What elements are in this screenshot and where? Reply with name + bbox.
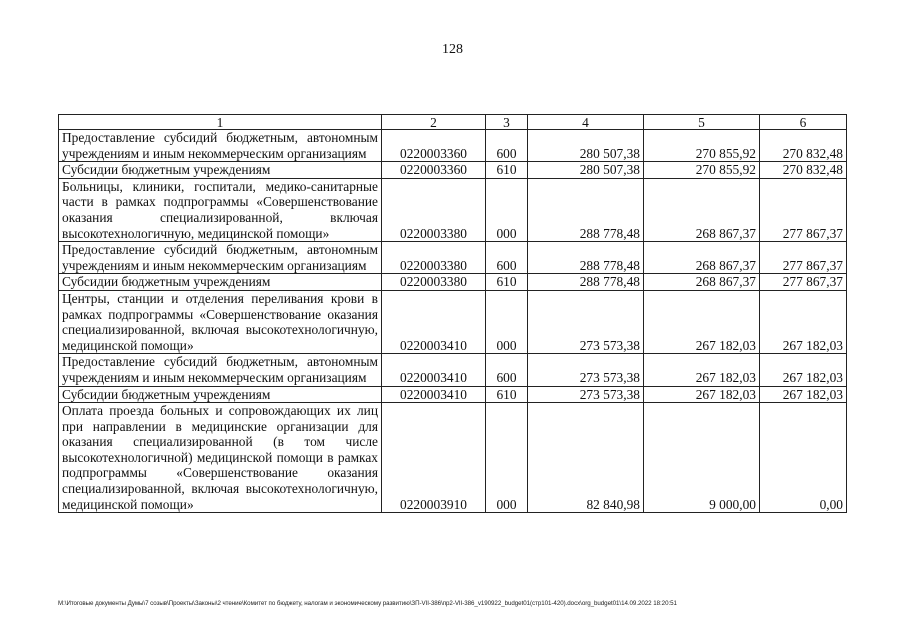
document-footer-path: M:\Итоговые документы Думы\7 созыв\Проекты\Законы\2 чтение\Комитет по бюджету, налогам и экономическому развитию\ЗП-VII-386\пр2-VII-386_v190922_budget01(стр101-420).docx\org_budget01\14.09.2022 18:20:51 [58,600,677,607]
row-target-code: 0220003380 [382,178,486,241]
row-target-code: 0220003410 [382,386,486,403]
column-header: 3 [486,115,528,130]
row-expense-type: 000 [486,290,528,353]
column-header: 6 [760,115,847,130]
row-amount-col4: 288 778,48 [528,274,644,291]
page-number: 128 [442,42,463,57]
row-target-code: 0220003910 [382,403,486,513]
row-target-code: 0220003360 [382,130,486,162]
row-target-code: 0220003380 [382,242,486,274]
row-amount-col6: 267 182,03 [760,386,847,403]
row-amount-col5: 9 000,00 [644,403,760,513]
table-row [59,290,847,353]
table-row [59,162,847,179]
row-name: Субсидии бюджетным учреждениям [59,386,382,403]
table-row [59,354,847,386]
table-row [59,178,847,241]
row-expense-type: 610 [486,274,528,291]
row-amount-col6: 267 182,03 [760,354,847,386]
row-expense-type: 600 [486,354,528,386]
row-target-code: 0220003380 [382,274,486,291]
row-name: Предоставление субсидий бюджетным, автономным учреждениям и иным некоммерческим организациям [59,354,382,386]
row-amount-col5: 270 855,92 [644,162,760,179]
row-name: Больницы, клиники, госпитали, медико-санитарные части в рамках подпрограммы «Совершенствование оказания специализированной, включая высокотехнологичную, медицинской помощи» [59,178,382,241]
row-expense-type: 000 [486,403,528,513]
row-amount-col5: 267 182,03 [644,290,760,353]
row-amount-col4: 280 507,38 [528,162,644,179]
table-row [59,403,847,513]
row-amount-col4: 273 573,38 [528,290,644,353]
row-target-code: 0220003410 [382,354,486,386]
row-expense-type: 600 [486,242,528,274]
row-expense-type: 000 [486,178,528,241]
row-expense-type: 610 [486,162,528,179]
row-amount-col4: 82 840,98 [528,403,644,513]
table-row [59,130,847,162]
row-name: Предоставление субсидий бюджетным, автономным учреждениям и иным некоммерческим организациям [59,242,382,274]
table-row [59,242,847,274]
row-expense-type: 610 [486,386,528,403]
row-name: Оплата проезда больных и сопровождающих их лиц при направлении в медицинские организации для оказания специализированной (в том числе высокотехнологичной) медицинской помощи в рамках подпрограммы «Совершенствование оказания специализированной, включая высокотехнологичную, медицинской помощи» [59,403,382,513]
row-amount-col6: 270 832,48 [760,162,847,179]
row-amount-col4: 273 573,38 [528,386,644,403]
column-header: 4 [528,115,644,130]
row-amount-col4: 280 507,38 [528,130,644,162]
row-target-code: 0220003360 [382,162,486,179]
column-header: 5 [644,115,760,130]
row-amount-col4: 288 778,48 [528,178,644,241]
column-header: 2 [382,115,486,130]
table-row [59,386,847,403]
budget-table [58,114,847,513]
row-amount-col4: 288 778,48 [528,242,644,274]
row-name: Предоставление субсидий бюджетным, автономным учреждениям и иным некоммерческим организациям [59,130,382,162]
row-amount-col5: 267 182,03 [644,386,760,403]
row-amount-col6: 277 867,37 [760,178,847,241]
row-amount-col6: 277 867,37 [760,274,847,291]
row-target-code: 0220003410 [382,290,486,353]
row-amount-col5: 268 867,37 [644,274,760,291]
table-header-row [59,115,847,130]
row-name: Субсидии бюджетным учреждениям [59,274,382,291]
row-amount-col6: 0,00 [760,403,847,513]
row-amount-col5: 267 182,03 [644,354,760,386]
column-header: 1 [59,115,382,130]
row-amount-col5: 270 855,92 [644,130,760,162]
table-row [59,274,847,291]
row-amount-col6: 267 182,03 [760,290,847,353]
row-name: Субсидии бюджетным учреждениям [59,162,382,179]
row-amount-col6: 270 832,48 [760,130,847,162]
row-amount-col4: 273 573,38 [528,354,644,386]
row-amount-col6: 277 867,37 [760,242,847,274]
row-amount-col5: 268 867,37 [644,178,760,241]
row-name: Центры, станции и отделения переливания крови в рамках подпрограммы «Совершенствование оказания специализированной, включая высокотехнологичную, медицинской помощи» [59,290,382,353]
row-expense-type: 600 [486,130,528,162]
row-amount-col5: 268 867,37 [644,242,760,274]
